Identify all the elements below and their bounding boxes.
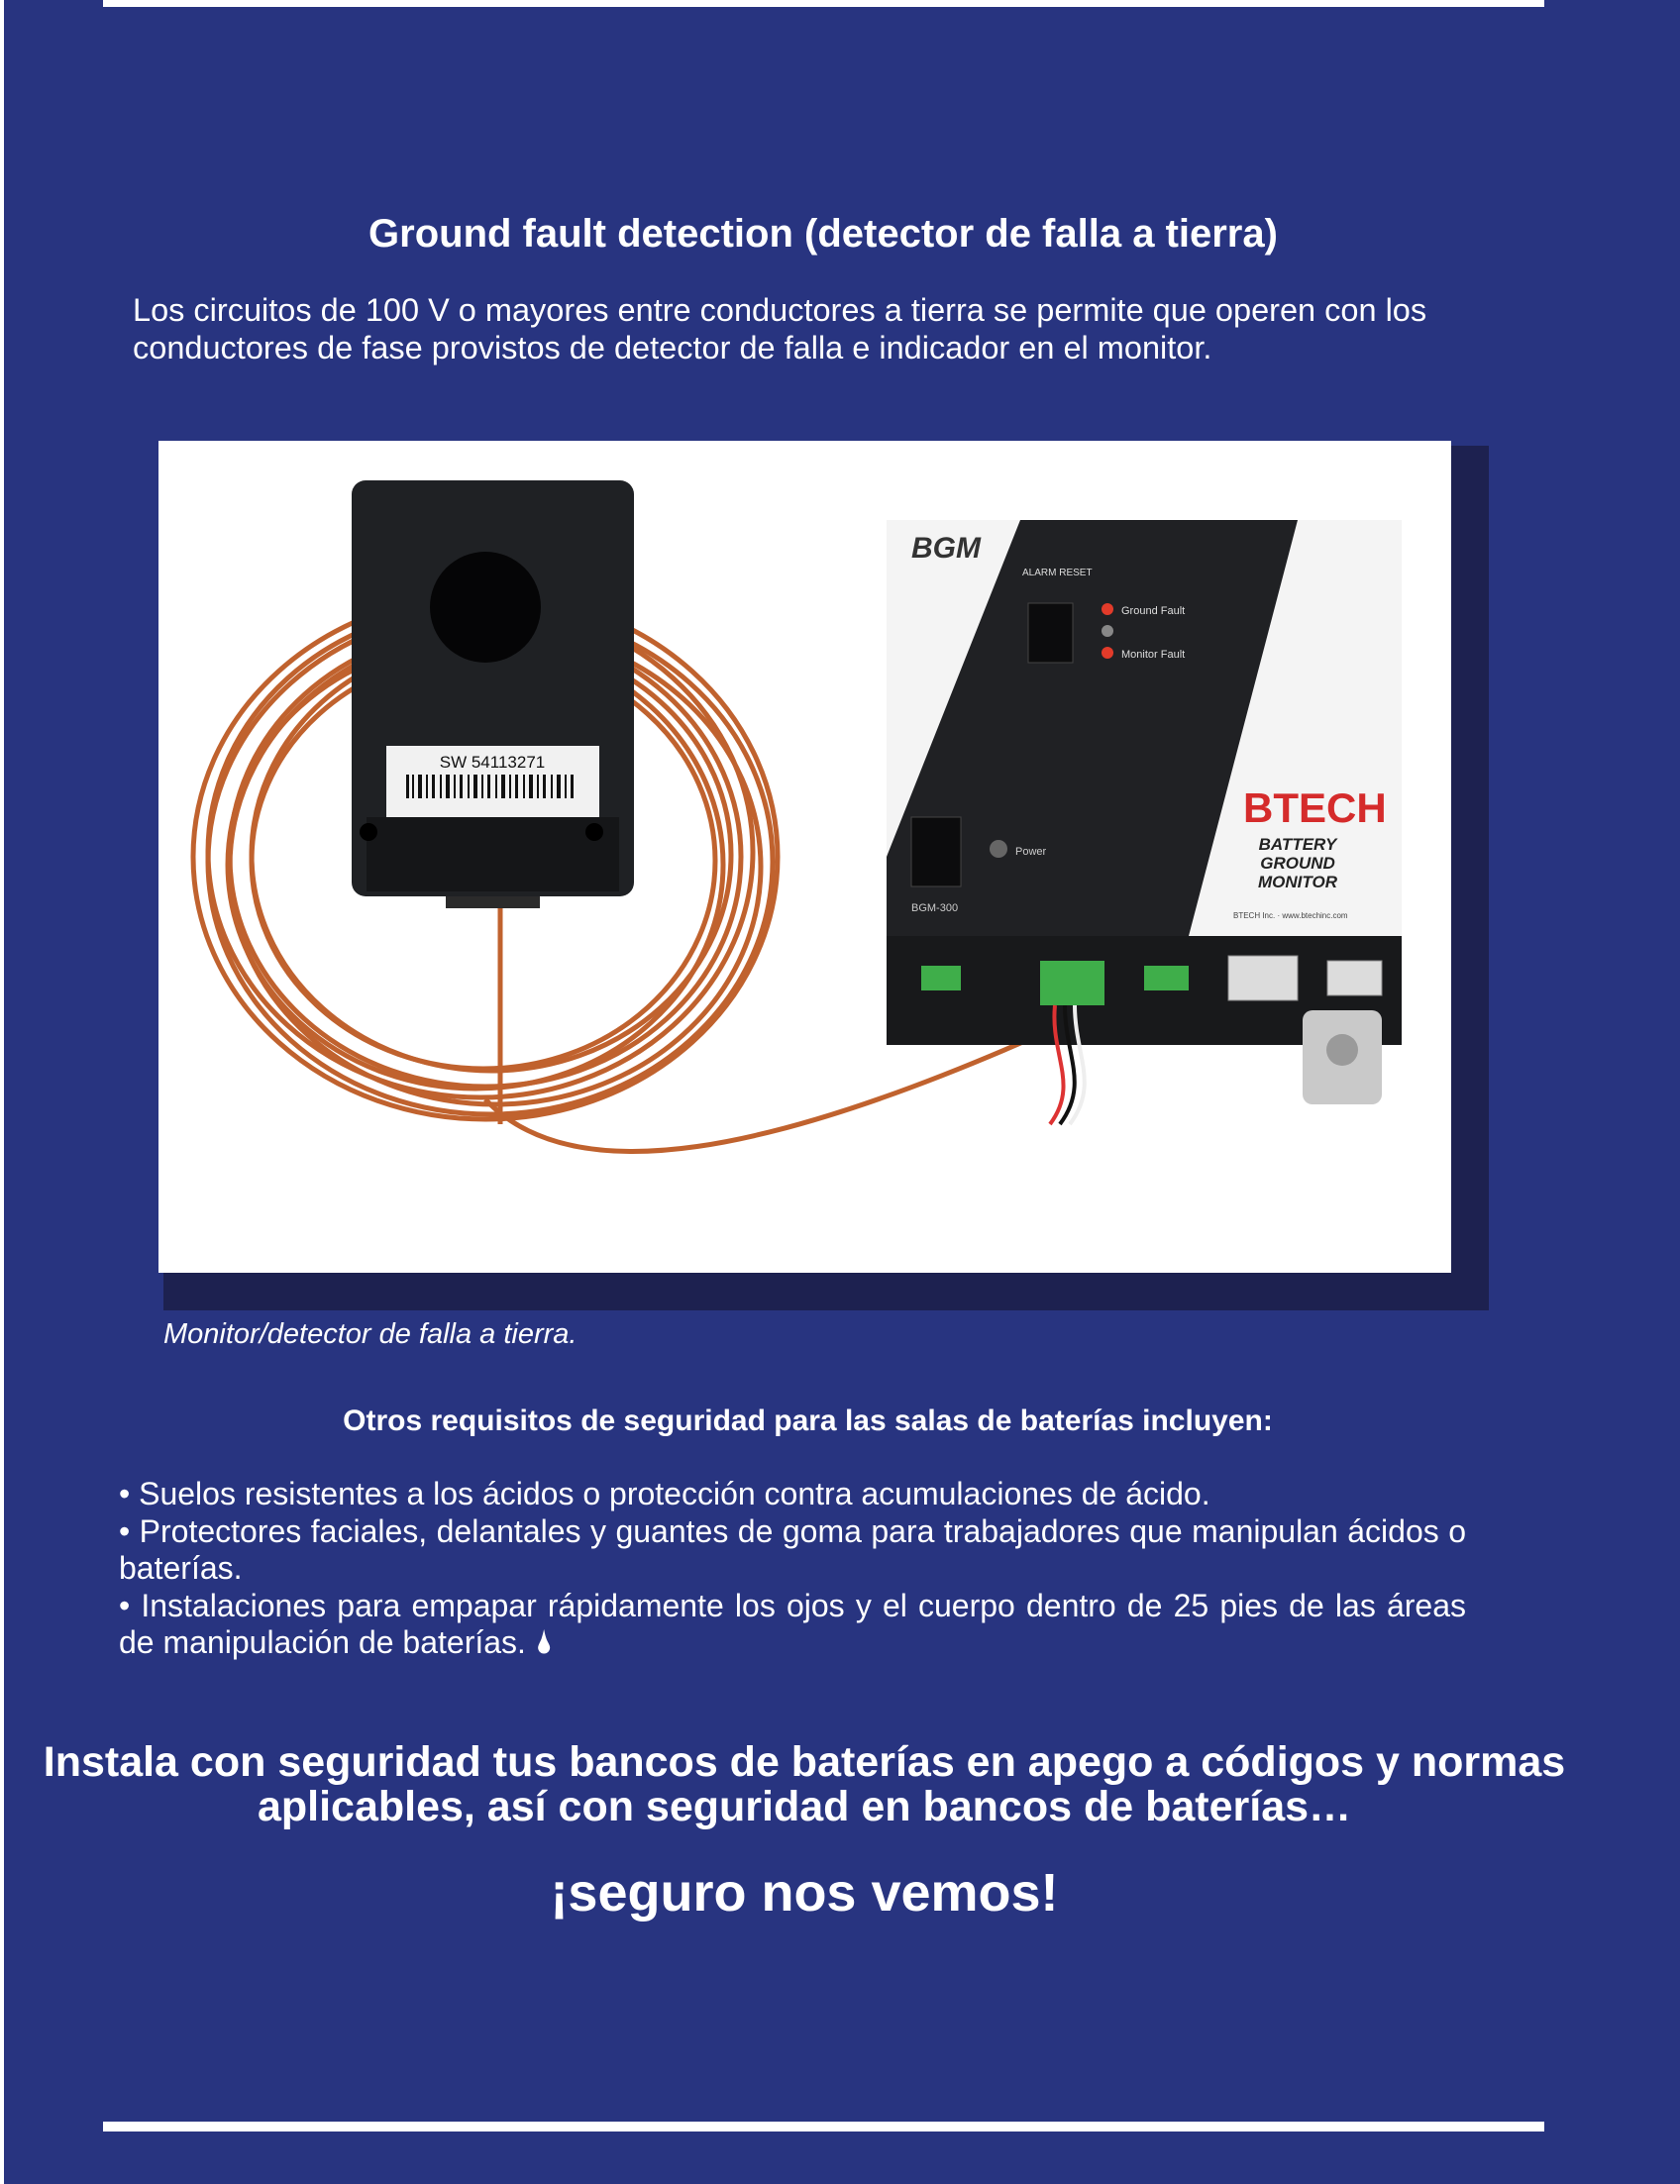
product-line-1: BATTERY: [1258, 835, 1337, 854]
indicator-ground-fault: Ground Fault: [1121, 605, 1186, 617]
sensor-serial: SW 54113271: [439, 753, 546, 772]
device-model: BGM-300: [911, 902, 959, 914]
brand-logo: BTECH: [1243, 784, 1387, 831]
device-logo: BGM: [911, 532, 981, 565]
page: [4, 0, 1680, 2184]
closing-message: Instala con seguridad tus bancos de baterías en apego a códigos y normas aplicables, así con seguridad en bancos de baterías…: [43, 1738, 1566, 1830]
page-title: Ground fault detection (detector de falla a tierra): [368, 212, 1278, 256]
list-item: • Instalaciones para empapar rápidamente los ojos y el cuerpo dentro de 25 pies de las áreas de manipulación de baterías. 🌢: [119, 1587, 1466, 1660]
product-photo: [158, 441, 1451, 1273]
requirements-heading: Otros requisitos de seguridad para las salas de baterías incluyen:: [343, 1404, 1273, 1437]
figure-caption: Monitor/detector de falla a tierra.: [163, 1318, 578, 1350]
bottom-rule: [103, 2122, 1544, 2132]
indicator-monitor-fault: Monitor Fault: [1121, 649, 1186, 661]
top-rule: [103, 0, 1544, 7]
alarm-reset-label: ALARM RESET: [1022, 568, 1093, 578]
requirements-list: [119, 1476, 1466, 1662]
device-footer: BTECH Inc. · www.btechinc.com: [1233, 911, 1348, 920]
list-item: • Protectores faciales, delantales y guantes de goma para trabajadores que manipulan ácidos o baterías.: [119, 1512, 1466, 1586]
power-label: Power: [1015, 846, 1047, 858]
product-line-2: GROUND: [1260, 854, 1335, 873]
list-item: • Suelos resistentes a los ácidos o protección contra acumulaciones de ácido.: [119, 1476, 1210, 1511]
monitor-device: [887, 520, 1402, 1124]
intro-paragraph: Los circuitos de 100 V o mayores entre conductores a tierra se permite que operen con los conductores de fase provistos de detector de falla e indicador en el monitor.: [133, 292, 1427, 365]
tagline: ¡seguro nos vemos!: [550, 1863, 1059, 1923]
ct-sensor: [352, 480, 634, 908]
product-line-3: MONITOR: [1258, 873, 1337, 891]
